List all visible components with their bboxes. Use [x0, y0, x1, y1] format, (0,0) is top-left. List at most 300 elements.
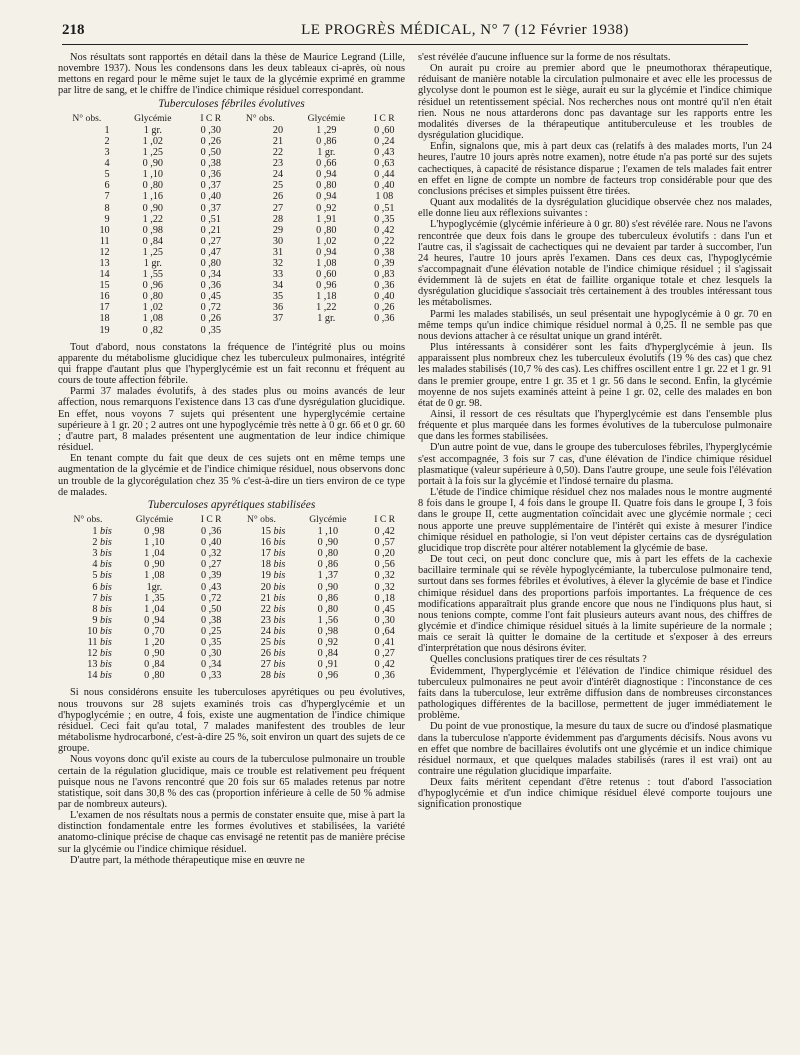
- cell-value: 0 ,56: [374, 559, 395, 571]
- bis-label: bis: [97, 603, 112, 615]
- cell-value: 1 gr.: [143, 124, 162, 136]
- cell-value: 1 ,25: [142, 147, 163, 159]
- cell-value: 27: [260, 659, 271, 671]
- table-cell: [364, 158, 406, 169]
- cell-value: 1gr.: [146, 581, 163, 593]
- bis-label: bis: [270, 537, 286, 549]
- cell-value: 0 ,98: [317, 625, 339, 637]
- cell-value: 0 ,37: [200, 180, 221, 192]
- table-cell: [231, 313, 289, 324]
- paragraph: Plus intéressants à considérer sont les faits d'hyperglycémie à jeun. Ils apparaissent plus nombreux chez les tuberculeux évolutifs (19 % des cas) que chez les malades stabilisés (10,7 % des cas). Les chiffres oscillent entre 1 gr. 22 et 1 gr. 91 dans le premier groupe, entre 1 gr. 35 et 1 gr. 56 dans le second. Enfin, la glycémie moyenne de nos sujets examinés atteint à peine 1 gr. 02, celle des malades en bon état de 0 gr. 98.: [418, 342, 772, 409]
- table-cell: [191, 526, 232, 537]
- table-row: [58, 559, 405, 570]
- table-cell: [291, 582, 364, 593]
- cell-value: 1 ,02: [316, 235, 337, 247]
- cell-value: 26: [272, 191, 284, 203]
- cell-value: 15: [99, 280, 110, 292]
- cell-value: 0 ,45: [200, 291, 221, 303]
- table-cell: [289, 203, 363, 214]
- right-column: [418, 52, 772, 811]
- table-row: [58, 526, 405, 537]
- cell-value: 1 ,04: [144, 548, 165, 560]
- cell-value: 23: [272, 158, 284, 170]
- table-cell: [116, 269, 190, 280]
- cell-value: 14: [99, 269, 110, 281]
- table-cell: [231, 169, 289, 180]
- cell-value: 0 ,90: [144, 559, 165, 571]
- cell-value: 0 ,94: [144, 614, 165, 626]
- table-cell: [116, 280, 190, 291]
- table-row: [58, 236, 405, 247]
- table-cell: [291, 626, 364, 637]
- table-cell: [118, 570, 191, 581]
- table-cell: [364, 269, 406, 280]
- cell-value: 0 ,86: [316, 135, 337, 147]
- table-cell: [364, 147, 406, 158]
- table-cell: [191, 637, 232, 648]
- table-cell: [364, 225, 406, 236]
- column-header: I C R: [200, 112, 222, 124]
- table-row: [58, 180, 405, 191]
- cell-value: 3: [104, 147, 110, 159]
- bis-label: bis: [270, 614, 286, 626]
- cell-value: 0 ,57: [374, 537, 395, 549]
- bis-label: bis: [97, 537, 112, 549]
- table-cell: [190, 214, 231, 225]
- column-header: N° obs.: [246, 514, 276, 525]
- table-cell: [191, 626, 232, 637]
- column-header: N° obs.: [72, 112, 102, 124]
- bis-label: bis: [97, 659, 112, 671]
- cell-value: 0 ,26: [200, 313, 221, 325]
- table-cell: [291, 615, 364, 626]
- cell-value: 1 ,16: [142, 191, 163, 203]
- paragraph: Quant aux modalités de la dysrégulation glucidique observée chez nos malades, elle donne lieu aux réflexions suivantes :: [418, 197, 772, 220]
- table-cell: [58, 313, 116, 324]
- cell-value: 0 ,60: [374, 124, 395, 136]
- cell-value: 1: [92, 526, 98, 538]
- cell-value: 0 ,39: [200, 570, 222, 582]
- table-row: [58, 291, 405, 302]
- paragraph: Évidemment, l'hyperglycémie et l'élévation de l'indice chimique résiduel des tuberculeux pulmonaires ne peut avoir d'intérêt diagnostique : l'inconstance de ces faits dans la tuberculose, leur extrême diffusion dans de nombreuses circonstances pathologiques différentes de la bacillose, permettent de juger immédiatement le problème.: [418, 665, 772, 722]
- bis-label: bis: [97, 559, 112, 571]
- cell-value: 1 ,37: [317, 570, 339, 582]
- table-cell: [289, 158, 363, 169]
- table-cell: [190, 169, 231, 180]
- table-cell: [190, 236, 231, 247]
- cell-value: 0 ,96: [316, 280, 337, 292]
- cell-value: 0 ,51: [200, 213, 221, 225]
- cell-value: 25: [272, 180, 284, 192]
- cell-value: 0 ,43: [200, 581, 222, 593]
- cell-value: 0 ,42: [374, 526, 395, 538]
- table-cell: [118, 670, 191, 681]
- cell-value: 0 ,63: [374, 158, 395, 170]
- cell-value: 0 ,82: [142, 324, 163, 336]
- table-cell: [289, 258, 363, 269]
- table-title: Tuberculoses fébriles évolutives: [158, 97, 305, 110]
- table-cell: [231, 537, 291, 548]
- cell-value: 0 ,80: [200, 258, 221, 269]
- table-cell: [364, 214, 406, 225]
- cell-value: 0 ,42: [374, 224, 395, 236]
- table-cell: [289, 191, 363, 202]
- cell-value: 0 ,36: [200, 169, 221, 181]
- cell-value: 0 ,80: [142, 291, 163, 303]
- paragraph: L'examen de nos résultats nous a permis de constater ensuite que, mise à part la distinction fondamentale entre les formes évolutives et stabilisées, la variété anatomo-clinique précise de chaque cas envisagé ne retentit pas de manière précise sur la glycémie ou l'indice chimique résiduel.: [58, 810, 405, 855]
- cell-value: 24: [260, 625, 271, 637]
- table-cell: [364, 670, 405, 681]
- table-row: [58, 313, 405, 324]
- table-row: [58, 648, 405, 659]
- cell-value: 0 ,34: [200, 269, 221, 281]
- table-cell: [289, 280, 363, 291]
- cell-value: 0 ,80: [317, 603, 339, 615]
- table-cell: [58, 236, 116, 247]
- table-cell: [291, 659, 364, 670]
- cell-value: 1 ,55: [142, 269, 163, 281]
- column-header: N° obs.: [73, 514, 103, 525]
- cell-value: 11: [99, 235, 110, 247]
- table-cell: [116, 313, 190, 324]
- bis-label: bis: [97, 581, 112, 593]
- cell-value: 0 ,66: [316, 158, 337, 170]
- table-cell: [291, 526, 364, 537]
- table-cell: [364, 537, 405, 548]
- table-cell: [58, 604, 118, 615]
- cell-value: 0 ,38: [200, 158, 221, 170]
- paragraph: Deux faits méritent cependant d'être retenus : tout d'abord l'association d'hypoglycémie et d'un indice chimique résiduel élevé comporte toujours une signification pronostique: [418, 777, 772, 811]
- cell-value: 5: [104, 169, 110, 181]
- cell-value: 14: [87, 670, 98, 682]
- table-cell: [191, 570, 232, 581]
- cell-value: 0 ,72: [200, 302, 221, 314]
- table-cell: [58, 526, 118, 537]
- table-cell: [58, 258, 116, 269]
- table-row: [58, 269, 405, 280]
- cell-value: 0 ,27: [200, 235, 221, 247]
- cell-value: 27: [272, 202, 284, 214]
- table-cell: [58, 537, 118, 548]
- table-cell: [289, 291, 363, 302]
- table-cell: [116, 325, 190, 336]
- cell-value: 0 ,80: [142, 180, 163, 192]
- table-cell: [58, 291, 116, 302]
- cell-value: 0 ,94: [316, 169, 337, 181]
- cell-value: 0 ,33: [200, 670, 222, 682]
- table-cell: [191, 615, 232, 626]
- table-cell: [190, 313, 231, 324]
- cell-value: 0 ,92: [316, 202, 337, 214]
- cell-value: 8: [104, 202, 110, 214]
- table-row: [58, 214, 405, 225]
- table-header-row: [58, 514, 405, 526]
- cell-value: 0 ,60: [316, 269, 337, 281]
- cell-value: 7: [104, 191, 110, 203]
- table-cell: [118, 604, 191, 615]
- table-cell: [191, 604, 232, 615]
- cell-value: 0 ,40: [200, 191, 221, 203]
- table-cell: [364, 626, 405, 637]
- cell-value: 0 ,86: [317, 559, 339, 571]
- table-cell: [364, 191, 406, 202]
- table-cell: [364, 593, 405, 604]
- column-header: N° obs.: [245, 112, 275, 124]
- cell-value: 1 ,08: [142, 313, 163, 325]
- table-cell: [364, 582, 405, 593]
- table-cell: [291, 570, 364, 581]
- cell-value: 18: [260, 559, 271, 571]
- table-cell: [231, 659, 291, 670]
- table-row: [58, 158, 405, 169]
- cell-value: 0 ,91: [317, 659, 339, 671]
- cell-value: 17: [260, 548, 271, 560]
- table-cell: [116, 191, 190, 202]
- cell-value: 35: [272, 291, 284, 303]
- table-cell: [58, 302, 116, 313]
- table-cell: [231, 247, 289, 258]
- page-number: 218: [62, 22, 85, 38]
- paragraph: L'étude de l'indice chimique résiduel chez nos malades nous le montre augmenté 8 fois dans le groupe I, 4 fois dans le groupe II. Quatre fois dans le groupe I, 3 fois dans le groupe II, cette augmentation coïncidait avec une glycémie normale ; ceci nous apporte une preuve supplémentaire de l'intérêt qui existe à mesurer l'indice chimique résiduel en pathologie, si l'on veut dépister certains cas de dysrégulation glucidique trop discrète pour altérer notablement la glycémie de base.: [418, 487, 772, 554]
- table-cell: [58, 593, 118, 604]
- bis-label: bis: [97, 637, 112, 649]
- column-header: I C R: [373, 112, 395, 124]
- table-cell: [291, 670, 364, 681]
- table-row: [58, 615, 405, 626]
- cell-value: 2: [104, 135, 110, 147]
- table-cell: [58, 225, 116, 236]
- table-cell: [190, 302, 231, 313]
- table-cell: [231, 280, 289, 291]
- cell-value: 0 ,42: [374, 659, 395, 671]
- table-cell: [116, 258, 190, 269]
- table-cell: [116, 147, 190, 158]
- cell-value: 0 ,80: [144, 670, 165, 682]
- cell-value: 9: [104, 213, 110, 225]
- table-cell: [364, 659, 405, 670]
- cell-value: 1 ,56: [317, 614, 339, 626]
- table-cell: [116, 203, 190, 214]
- table-cell: [58, 125, 116, 136]
- cell-value: 1 ,04: [144, 603, 165, 615]
- bis-label: bis: [270, 603, 286, 615]
- cell-value: 33: [272, 269, 284, 281]
- table-cell: [58, 559, 118, 570]
- table-cell: [190, 191, 231, 202]
- cell-value: 26: [260, 648, 271, 660]
- cell-value: 1: [104, 124, 110, 136]
- cell-value: 0 ,84: [317, 648, 339, 660]
- cell-value: 0 ,94: [316, 246, 337, 258]
- table-cell: [58, 136, 116, 147]
- table-cell: [364, 648, 405, 659]
- table-cell: [291, 548, 364, 559]
- cell-value: 0 ,72: [200, 592, 222, 604]
- table-row: [58, 302, 405, 313]
- table-cell: [118, 593, 191, 604]
- table-cell: [231, 637, 291, 648]
- cell-value: 12: [87, 648, 98, 660]
- table-row: [58, 537, 405, 548]
- cell-value: 1 gr.: [143, 258, 162, 269]
- table-row: [58, 570, 405, 581]
- table-cell: [190, 158, 231, 169]
- cell-value: 0 ,20: [374, 548, 395, 560]
- cell-value: 11: [87, 637, 98, 649]
- cell-value: 0 ,36: [374, 313, 395, 325]
- paragraph: L'hypoglycémie (glycémie inférieure à 0 gr. 80) s'est révélée rare. Nous ne l'avons rencontrée que deux fois dans le groupe des tuberculeux évolutifs : dans l'un et l'autre cas, il s'agissait de cachectiques qui ne devaient par tarder à succomber, l'un 24 heures, l'autre 10 jours après l'examen. Dans ces deux cas, l'hypoglycémie s'accompagnait d'une élévation notable de l'indice chimique résiduel ; il s'agissait évidemment là de sujets en état de faillite organique totale et chez lesquels la dysrégulation glucidique s'associait très certainement à des troubles intéressant tous les métabolismes.: [418, 219, 772, 309]
- table-cell: [58, 169, 116, 180]
- cell-value: 1 ,91: [316, 213, 337, 225]
- table-cell: [364, 548, 405, 559]
- table-cell: [58, 637, 118, 648]
- column-header: Glycémie: [309, 514, 347, 525]
- table-cell: [116, 158, 190, 169]
- table-row: [58, 670, 405, 681]
- paragraph: Nos résultats sont rapportés en détail dans la thèse de Maurice Legrand (Lille, novembre 1937). Nous les condensons dans les deux tableaux ci-après, où nous mettons en regard pour le même sujet le taux de la glycémie exprimé en gramme par litre de sang, et le chiffre de l'indice chimique résiduel correspondant.: [58, 52, 405, 97]
- table-cell: [58, 325, 116, 336]
- table-cell: [231, 615, 291, 626]
- cell-value: 1 ,02: [142, 302, 163, 314]
- table-row: [58, 225, 405, 236]
- table-cell: [231, 670, 291, 681]
- table-cell: [116, 302, 190, 313]
- table-cell: [190, 225, 231, 236]
- cell-value: 0 ,84: [142, 235, 163, 247]
- cell-value: 0 ,90: [317, 537, 339, 549]
- cell-value: 1 08: [375, 191, 394, 203]
- table-cell: [118, 537, 191, 548]
- table-cell: [58, 626, 118, 637]
- table-cell: [364, 604, 405, 615]
- table-cell: [291, 604, 364, 615]
- cell-value: 0 ,50: [200, 603, 222, 615]
- paragraph: s'est révélée d'aucune influence sur la forme de nos résultats.: [418, 52, 671, 63]
- paragraph: Du point de vue pronostique, la mesure du taux de sucre ou d'indosé plasmatique dans la tuberculose n'apporte évidemment pas d'arguments décisifs. Nous avons vu en effet que nombre de bacillaires évolutifs ont une glycémie et un indice chimique résiduel normaux, et que quelques malades stabilisés (rares il est vrai) ont au contraire une régulation glucidique imparfaite.: [418, 721, 772, 777]
- table-cell: [116, 214, 190, 225]
- cell-value: 1 ,02: [142, 135, 163, 147]
- cell-value: 12: [99, 246, 110, 258]
- cell-value: 6: [104, 180, 110, 192]
- column-header: Glycémie: [134, 112, 172, 124]
- table-cell: [289, 236, 363, 247]
- table-cell: [289, 136, 363, 147]
- cell-value: 21: [260, 592, 271, 604]
- table-cell: [364, 291, 406, 302]
- table-cell: [231, 582, 291, 593]
- paragraph: D'autre part, la méthode thérapeutique mise en œuvre ne: [70, 854, 305, 866]
- cell-value: 0 ,35: [200, 324, 221, 336]
- cell-value: 18: [99, 313, 110, 325]
- table-cell: [118, 559, 191, 570]
- cell-value: 1 ,25: [142, 246, 163, 258]
- table-cell: [364, 325, 406, 336]
- cell-value: 0 ,40: [200, 537, 222, 549]
- table-cell: [191, 537, 232, 548]
- cell-value: 4: [92, 559, 98, 571]
- cell-value: 29: [272, 224, 284, 236]
- table-row: [58, 548, 405, 559]
- table-cell: [291, 559, 364, 570]
- cell-value: 1 ,10: [144, 537, 165, 549]
- table-cell: [231, 302, 289, 313]
- cell-value: 15: [260, 526, 271, 538]
- cell-value: 10: [99, 224, 110, 236]
- table-row: [58, 604, 405, 615]
- cell-value: 0 ,86: [317, 592, 339, 604]
- table-title: Tuberculoses apyrétiques stabilisées: [147, 498, 316, 511]
- table-cell: [231, 125, 289, 136]
- table-cell: [116, 180, 190, 191]
- table-row: [58, 125, 405, 136]
- bis-label: bis: [270, 548, 286, 560]
- table-cell: [289, 180, 363, 191]
- cell-value: 13: [87, 659, 98, 671]
- table-cell: [118, 582, 191, 593]
- cell-value: 28: [272, 213, 284, 225]
- table-cell: [364, 302, 406, 313]
- cell-value: 31: [272, 246, 284, 258]
- table-cell: [118, 626, 191, 637]
- column-header: I C R: [374, 514, 396, 525]
- table-cell: [231, 203, 289, 214]
- table-cell: [289, 225, 363, 236]
- cell-value: 1 gr.: [317, 313, 336, 325]
- table-cell: [190, 258, 231, 269]
- table-cell: [231, 570, 291, 581]
- table-cell: [291, 648, 364, 659]
- cell-value: 0 ,98: [144, 526, 165, 538]
- bis-label: bis: [97, 670, 112, 682]
- cell-value: 19: [260, 570, 271, 582]
- cell-value: 24: [272, 169, 284, 181]
- cell-value: 0 ,50: [200, 147, 221, 159]
- cell-value: 23: [260, 614, 271, 626]
- table-cell: [58, 659, 118, 670]
- cell-value: 0 ,43: [374, 147, 395, 159]
- cell-value: 25: [260, 637, 271, 649]
- cell-value: 0 ,27: [200, 559, 222, 571]
- paragraph: Ainsi, il ressort de ces résultats que l'hyperglycémie est dans l'ensemble plus fréquente et plus marquée dans les formes évolutives de la tuberculose pulmonaire que dans les formes stabilisées.: [418, 409, 772, 443]
- table-cell: [364, 570, 405, 581]
- bis-label: bis: [97, 625, 112, 637]
- cell-value: 0 ,40: [374, 291, 395, 303]
- table-cell: [58, 180, 116, 191]
- table-cell: [116, 136, 190, 147]
- table-cell: [231, 147, 289, 158]
- table-cell: [291, 637, 364, 648]
- cell-value: 0 ,92: [317, 637, 339, 649]
- cell-value: 0 ,40: [374, 180, 395, 192]
- bis-label: bis: [97, 614, 112, 626]
- cell-value: 19: [99, 324, 110, 336]
- bis-label: bis: [270, 526, 286, 538]
- cell-value: 21: [272, 135, 284, 147]
- cell-value: 0 ,47: [200, 246, 221, 258]
- cell-value: 37: [272, 313, 284, 325]
- cell-value: 0 ,37: [200, 202, 221, 214]
- table-header-row: [58, 113, 405, 125]
- column-header: I C R: [200, 514, 222, 525]
- column-header: Glycémie: [135, 514, 173, 525]
- table-cell: [116, 125, 190, 136]
- bis-label: bis: [97, 592, 112, 604]
- table-cell: [58, 570, 118, 581]
- table-cell: [191, 548, 232, 559]
- table-cell: [364, 313, 406, 324]
- table-cell: [118, 659, 191, 670]
- table-cell: [116, 291, 190, 302]
